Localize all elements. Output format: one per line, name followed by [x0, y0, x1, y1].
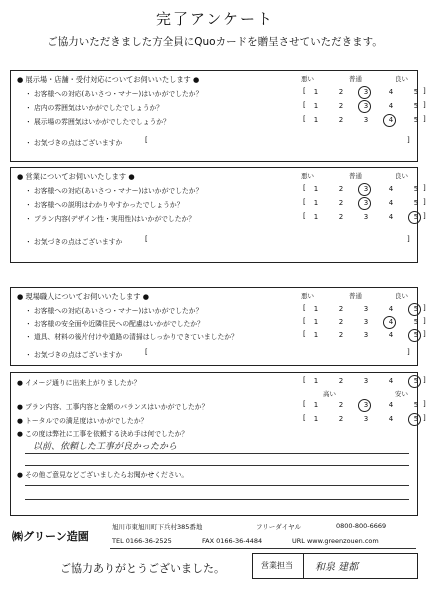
company-url[interactable]: URL www.greenzouen.com [292, 537, 379, 545]
scale-1[interactable]: 1 [313, 331, 319, 339]
scale-1[interactable]: 1 [313, 102, 319, 110]
scale-5[interactable]: 5 [413, 377, 419, 385]
scale-2[interactable]: 2 [338, 415, 344, 423]
question-text: ・ お客様への対応(あいさつ・マナー)はいかがでしたか？ [25, 307, 203, 315]
bracket: [ [303, 212, 306, 220]
scale-5[interactable]: 5 [413, 185, 419, 193]
label-normal: 普通 [349, 75, 362, 83]
answer-line[interactable] [25, 499, 409, 500]
bracket: ] [407, 136, 410, 144]
bracket: [ [303, 87, 306, 95]
bracket: ] [423, 414, 426, 422]
bracket: ] [423, 304, 426, 312]
scale-1[interactable]: 1 [313, 199, 319, 207]
scale-4[interactable]: 4 [388, 88, 394, 96]
bracket: [ [303, 115, 306, 123]
scale-2[interactable]: 2 [338, 331, 344, 339]
answer-circle [408, 211, 421, 224]
page-subtitle: ご協力いただきました方全員にQuoカードを贈呈させていただきます。 [47, 36, 383, 48]
answer-circle [408, 329, 421, 342]
rating-scale [311, 213, 421, 221]
section-overall [10, 372, 426, 516]
bracket: [ [303, 330, 306, 338]
scale-1[interactable]: 1 [313, 401, 319, 409]
scale-5[interactable]: 5 [413, 305, 419, 313]
scale-2[interactable]: 2 [338, 116, 344, 124]
label-bad: 悪い [301, 75, 314, 83]
question-text: ・ プラン内容(デザイン性・実用性)はいかがでしたか？ [25, 215, 196, 223]
scale-1[interactable]: 1 [313, 305, 319, 313]
scale-1[interactable]: 1 [313, 213, 319, 221]
scale-2[interactable]: 2 [338, 199, 344, 207]
scale-1[interactable]: 1 [313, 185, 319, 193]
section-title: ● 展示場・店舗・受付対応についてお伺いいたします ● [17, 75, 200, 84]
comment-label: ・ お気づきの点はございますか [25, 351, 123, 359]
answer-circle [408, 413, 421, 426]
rating-scale [311, 116, 421, 124]
section-reception [10, 70, 426, 162]
scale-4[interactable]: 4 [388, 305, 394, 313]
company-fax: FAX 0166-36-4484 [202, 537, 263, 545]
bracket: [ [303, 376, 306, 384]
scale-3[interactable]: 3 [363, 377, 369, 385]
scale-1[interactable]: 1 [313, 377, 319, 385]
rating-scale [311, 415, 421, 423]
section-title: ● 現場職人についてお伺いいたします ● [17, 292, 149, 301]
answer-circle [358, 399, 371, 412]
answer-circle [358, 100, 371, 113]
scale-4[interactable]: 4 [388, 102, 394, 110]
bracket: [ [303, 400, 306, 408]
bracket[interactable]: [ [145, 348, 148, 356]
scale-2[interactable]: 2 [338, 185, 344, 193]
scale-4[interactable]: 4 [388, 415, 394, 423]
scale-3[interactable]: 3 [363, 116, 369, 124]
scale-5[interactable]: 5 [413, 401, 419, 409]
question-text: ・ お客様への説明はわかりやすかったでしょうか？ [25, 201, 184, 209]
label-high: 高い [323, 390, 336, 398]
question-text: ● その他ご意見などございましたらお聞かせください。 [17, 471, 189, 479]
question-text: ・ 店内の雰囲気はいかがでしたでしょうか？ [25, 104, 164, 112]
scale-1[interactable]: 1 [313, 415, 319, 423]
scale-1[interactable]: 1 [313, 88, 319, 96]
question-text: ・ お客様への対応(あいさつ・マナー)はいかがでしたか？ [25, 187, 203, 195]
scale-5[interactable]: 5 [413, 415, 419, 423]
answer-circle [358, 183, 371, 196]
scale-3[interactable]: 3 [363, 213, 369, 221]
scale-2[interactable]: 2 [338, 102, 344, 110]
scale-3[interactable]: 3 [363, 331, 369, 339]
scale-4[interactable]: 4 [388, 199, 394, 207]
scale-2[interactable]: 2 [338, 88, 344, 96]
bracket: ] [423, 184, 426, 192]
answer-circle [408, 303, 421, 316]
rep-box [252, 553, 418, 579]
label-normal: 普通 [349, 292, 362, 300]
section-title: ● 営業についてお伺いいたします ● [17, 172, 135, 181]
scale-4[interactable]: 4 [388, 116, 394, 124]
scale-5[interactable]: 5 [413, 213, 419, 221]
scale-2[interactable]: 2 [338, 305, 344, 313]
comment-label: ・ お気づきの点はございますか [25, 139, 123, 147]
bracket: [ [303, 317, 306, 325]
scale-5[interactable]: 5 [413, 88, 419, 96]
scale-4[interactable]: 4 [388, 401, 394, 409]
scale-4[interactable]: 4 [388, 377, 394, 385]
answer-circle [408, 375, 421, 388]
company-address: 旭川市東旭川町下兵村385番地 [112, 523, 203, 531]
label-good: 良い [395, 172, 408, 180]
bracket[interactable]: [ [145, 136, 148, 144]
bracket: [ [303, 414, 306, 422]
answer-circle [358, 86, 371, 99]
section-sales [10, 167, 426, 263]
page-title: 完了アンケート [155, 10, 275, 28]
question-text: ・ 道具、材料の後片付けや道路の清掃はしっかりできていましたか？ [25, 333, 238, 341]
answer-line[interactable] [25, 465, 409, 466]
scale-2[interactable]: 2 [338, 401, 344, 409]
label-normal: 普通 [349, 172, 362, 180]
scale-4[interactable]: 4 [388, 331, 394, 339]
bracket: ] [423, 212, 426, 220]
scale-4[interactable]: 4 [388, 213, 394, 221]
question-text: ・ 展示場の雰囲気はいかがでしたでしょうか？ [25, 118, 170, 126]
scale-5[interactable]: 5 [413, 199, 419, 207]
answer-line[interactable] [25, 485, 409, 486]
scale-5[interactable]: 5 [413, 331, 419, 339]
divider [303, 554, 304, 578]
bracket: ] [423, 87, 426, 95]
scale-3[interactable]: 3 [363, 401, 369, 409]
answer-circle [383, 114, 396, 127]
answer-line[interactable] [25, 453, 409, 454]
comment-label: ・ お気づきの点はございますか [25, 238, 123, 246]
label-good: 良い [395, 292, 408, 300]
bracket: [ [303, 304, 306, 312]
bracket: ] [423, 376, 426, 384]
question-text: ・ お客様への対応(あいさつ・マナー)はいかがでしたか？ [25, 90, 203, 98]
scale-5[interactable]: 5 [413, 102, 419, 110]
bracket: [ [303, 198, 306, 206]
rating-scale [311, 318, 421, 326]
section-craftsmen [10, 287, 426, 366]
freedial-number: 0800-800-6669 [336, 522, 387, 530]
scale-2[interactable]: 2 [338, 213, 344, 221]
bracket: ] [423, 330, 426, 338]
divider [110, 548, 416, 549]
handwritten-answer: 以前、依頼した工事が良かったから [33, 442, 178, 452]
question-text: ● この度は弊社に工事を依頼する決め手は何でしたか？ [17, 430, 189, 438]
scale-3[interactable]: 3 [363, 199, 369, 207]
answer-circle [358, 197, 371, 210]
scale-5[interactable]: 5 [413, 318, 419, 326]
rating-scale [311, 377, 421, 385]
scale-4[interactable]: 4 [388, 318, 394, 326]
question-text: ● トータルでの満足度はいかがでしたか？ [17, 417, 148, 425]
rating-scale [311, 305, 421, 313]
scale-3[interactable]: 3 [363, 415, 369, 423]
bracket: [ [303, 184, 306, 192]
company-tel: TEL 0166-36-2525 [112, 537, 172, 545]
label-bad: 悪い [301, 172, 314, 180]
bracket: ] [423, 317, 426, 325]
scale-1[interactable]: 1 [313, 318, 319, 326]
bracket[interactable]: [ [145, 235, 148, 243]
label-good: 良い [395, 75, 408, 83]
label-cheap: 安い [395, 390, 408, 398]
scale-4[interactable]: 4 [388, 185, 394, 193]
bracket: ] [423, 400, 426, 408]
label-bad: 悪い [301, 292, 314, 300]
rep-name: 和泉 建都 [315, 562, 359, 573]
bracket: ] [407, 235, 410, 243]
thanks-message: ご協力ありがとうございました。 [60, 562, 225, 575]
bracket: ] [423, 101, 426, 109]
question-text: ・ お客様の安全面や近隣住民への配慮はいかがでしたか？ [25, 320, 204, 328]
scale-5[interactable]: 5 [413, 116, 419, 124]
scale-3[interactable]: 3 [363, 305, 369, 313]
scale-3[interactable]: 3 [363, 318, 369, 326]
scale-3[interactable]: 3 [363, 185, 369, 193]
scale-2[interactable]: 2 [338, 377, 344, 385]
answer-circle [383, 316, 396, 329]
scale-3[interactable]: 3 [363, 88, 369, 96]
scale-1[interactable]: 1 [313, 116, 319, 124]
scale-2[interactable]: 2 [338, 318, 344, 326]
scale-3[interactable]: 3 [363, 102, 369, 110]
bracket: [ [303, 101, 306, 109]
bracket: ] [407, 348, 410, 356]
company-logo: ㈱グリーン造園 [12, 530, 89, 543]
bracket: ] [423, 198, 426, 206]
question-text: ● イメージ通りに出来上がりましたか？ [17, 379, 141, 387]
rating-scale [311, 331, 421, 339]
freedial-label: フリーダイヤル [256, 523, 302, 531]
bracket: ] [423, 115, 426, 123]
question-text: ● プラン内容、工事内容と金額のバランスはいかがでしたか？ [17, 403, 209, 411]
rep-label: 営業担当 [261, 561, 293, 570]
